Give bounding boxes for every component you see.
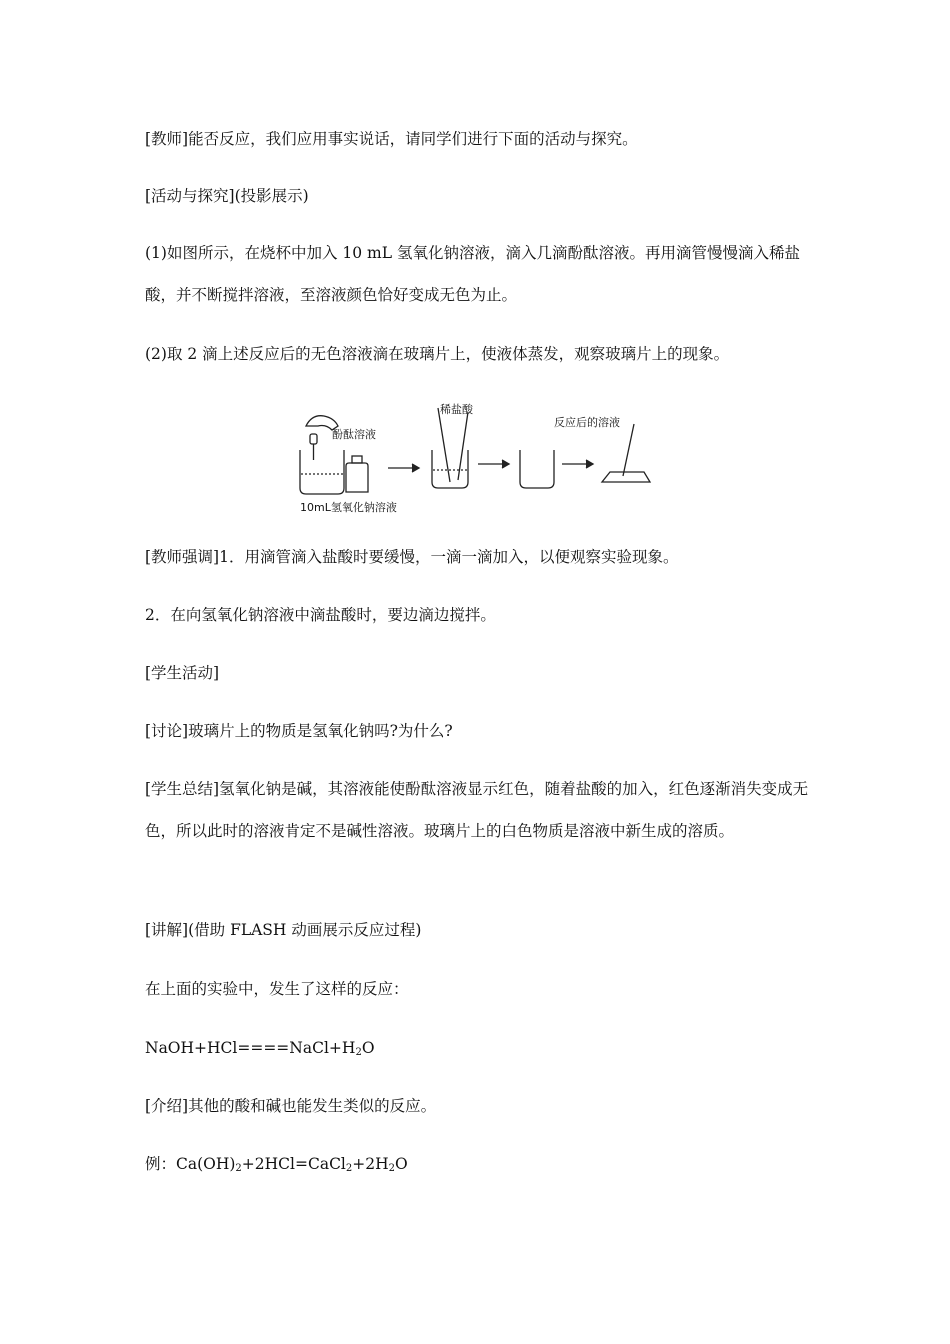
step-1: (1)如图所示，在烧杯中加入 10 mL 氢氧化钠溶液，滴入几滴酚酞溶液。再用滴管慢慢滴入稀盐酸，并不断搅拌溶液，至溶液颜色恰好变成无色为止。 — [145, 244, 800, 304]
teacher-intro: [教师]能否反应，我们应用事实说话，请同学们进行下面的活动与探究。 — [145, 130, 638, 148]
eq2-sub-3: 2 — [388, 1163, 396, 1174]
teacher-emphasis-1: [教师强调]1．用滴管滴入盐酸时要缓慢，一滴一滴加入，以便观察实验现象。 — [145, 548, 679, 566]
eq1-part-b: O — [361, 1039, 375, 1057]
step-2: (2)取 2 滴上述反应后的无色溶液滴在玻璃片上，使液体蒸发，观察玻璃片上的现象。 — [145, 345, 730, 363]
activity-heading: [活动与探究](投影展示) — [145, 187, 309, 205]
discussion: [讨论]玻璃片上的物质是氢氧化钠吗?为什么? — [145, 722, 453, 740]
eq2-part-c: +2H — [352, 1155, 389, 1173]
reaction-intro: 在上面的实验中，发生了这样的反应： — [145, 980, 409, 998]
glass-plate — [602, 472, 650, 482]
arrow-2-head — [502, 460, 509, 468]
student-summary: [学生总结]氢氧化钠是碱，其溶液能使酚酞溶液显示红色，随着盐酸的加入，红色逐渐消失变成无色，所以此时的溶液肯定不是碱性溶液。玻璃片上的白色物质是溶液中新生成的溶质。 — [145, 780, 809, 840]
eq2-part-d: O — [395, 1155, 408, 1173]
label-naoh: 10mL氢氧化钠溶液 — [300, 501, 397, 514]
student-activity: [学生活动] — [145, 664, 220, 682]
equation-2 — [145, 1143, 810, 1190]
equation-1 — [145, 1027, 810, 1074]
stir-rod — [438, 408, 450, 482]
after-dropper — [623, 424, 634, 476]
bottle-neck — [352, 456, 362, 463]
beaker-3 — [520, 450, 554, 488]
bottle-body — [346, 463, 368, 492]
label-hcl: 稀盐酸 — [440, 403, 473, 416]
arrow-3-head — [586, 460, 593, 468]
label-phenolphthalein: 酚酞溶液 — [332, 428, 376, 441]
arrow-1-head — [412, 464, 419, 472]
eq1-sub: 2 — [355, 1047, 362, 1058]
introduction: [介绍]其他的酸和碱也能发生类似的反应。 — [145, 1097, 437, 1115]
eq2-part-a: 例：Ca(OH) — [145, 1155, 236, 1173]
explanation: [讲解](借助 FLASH 动画展示反应过程) — [145, 921, 422, 939]
beaker-1 — [300, 450, 344, 494]
eq2-part-b: +2HCl=CaCl — [241, 1155, 346, 1173]
eq2-sub-2: 2 — [345, 1163, 353, 1174]
experiment-figure — [292, 398, 662, 518]
label-after: 反应后的溶液 — [554, 416, 620, 429]
dropper-bulb — [310, 434, 317, 444]
eq2-sub-1: 2 — [235, 1163, 242, 1174]
eq1-part-a: NaOH+HCl====NaCl+H — [145, 1039, 356, 1057]
beaker-2 — [432, 450, 468, 488]
teacher-emphasis-2: 2．在向氢氧化钠溶液中滴盐酸时，要边滴边搅拌。 — [145, 606, 496, 624]
